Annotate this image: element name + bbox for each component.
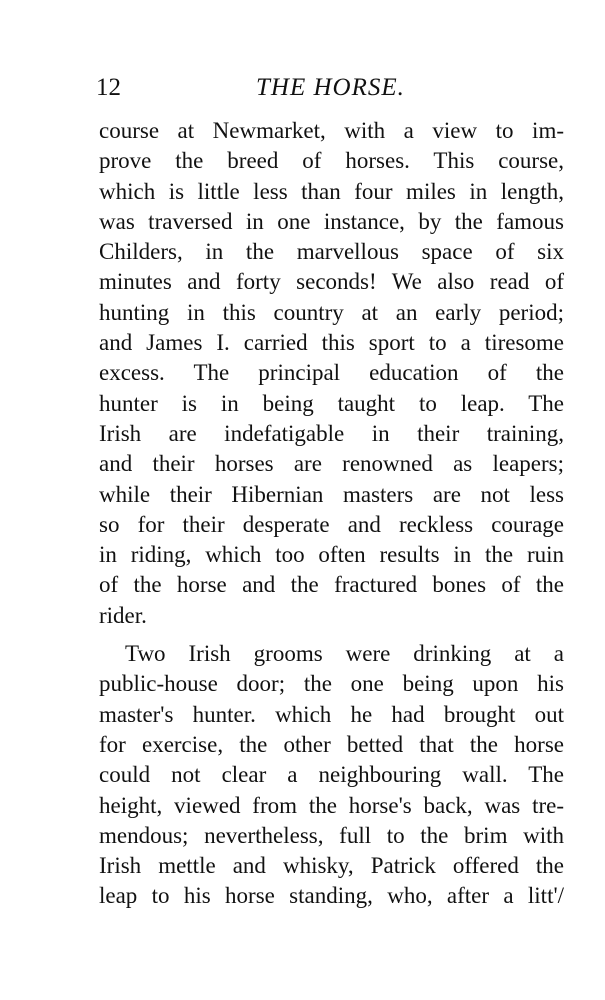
text-line: public-house door; the one being upon his bbox=[99, 671, 564, 697]
text-line: minutes and forty seconds! We also read of bbox=[99, 269, 564, 295]
paragraph-gap bbox=[99, 631, 564, 639]
text-line: prove the breed of horses. This course, bbox=[99, 148, 564, 174]
page-header bbox=[96, 70, 566, 106]
text-line: rider. bbox=[99, 602, 147, 628]
text-line: hunter is in being taught to leap. The bbox=[99, 390, 564, 416]
text-line: which is little less than four miles in length, bbox=[99, 178, 564, 204]
text-line: so for their desperate and reckless courage bbox=[99, 511, 564, 537]
text-line: for exercise, the other betted that the horse bbox=[99, 731, 564, 757]
text-line: in riding, which too often results in the ruin bbox=[99, 542, 564, 568]
paragraph bbox=[99, 639, 564, 912]
paragraph bbox=[99, 116, 564, 631]
text-line: hunting in this country at an early period; bbox=[99, 299, 564, 325]
text-line: mendous; nevertheless, full to the brim with bbox=[99, 822, 564, 848]
running-title: THE HORSE. bbox=[256, 74, 405, 101]
page-number: 12 bbox=[96, 74, 121, 101]
text-line: Irish mettle and whisky, Patrick offered the bbox=[99, 853, 564, 879]
body-text bbox=[99, 116, 564, 912]
text-line: course at Newmarket, with a view to im- bbox=[99, 118, 564, 143]
text-line: Two Irish grooms were drinking at a bbox=[125, 641, 564, 667]
text-line: of the horse and the fractured bones of the bbox=[99, 572, 564, 598]
text-line: Irish are indefatigable in their training, bbox=[99, 420, 564, 446]
text-line: while their Hibernian masters are not less bbox=[99, 481, 564, 507]
text-line: was traversed in one instance, by the famous bbox=[99, 208, 564, 234]
text-line: could not clear a neighbouring wall. The bbox=[99, 762, 564, 788]
text-line: height, viewed from the horse's back, was tre- bbox=[99, 792, 564, 818]
text-line: Childers, in the marvellous space of six bbox=[99, 239, 564, 265]
text-line: leap to his horse standing, who, after a litt'/ bbox=[99, 883, 564, 909]
text-line: master's hunter. which he had brought out bbox=[99, 701, 564, 727]
text-line: excess. The principal education of the bbox=[99, 360, 564, 386]
text-line: and their horses are renowned as leapers; bbox=[99, 451, 564, 477]
text-line: and James I. carried this sport to a tiresome bbox=[99, 330, 564, 356]
